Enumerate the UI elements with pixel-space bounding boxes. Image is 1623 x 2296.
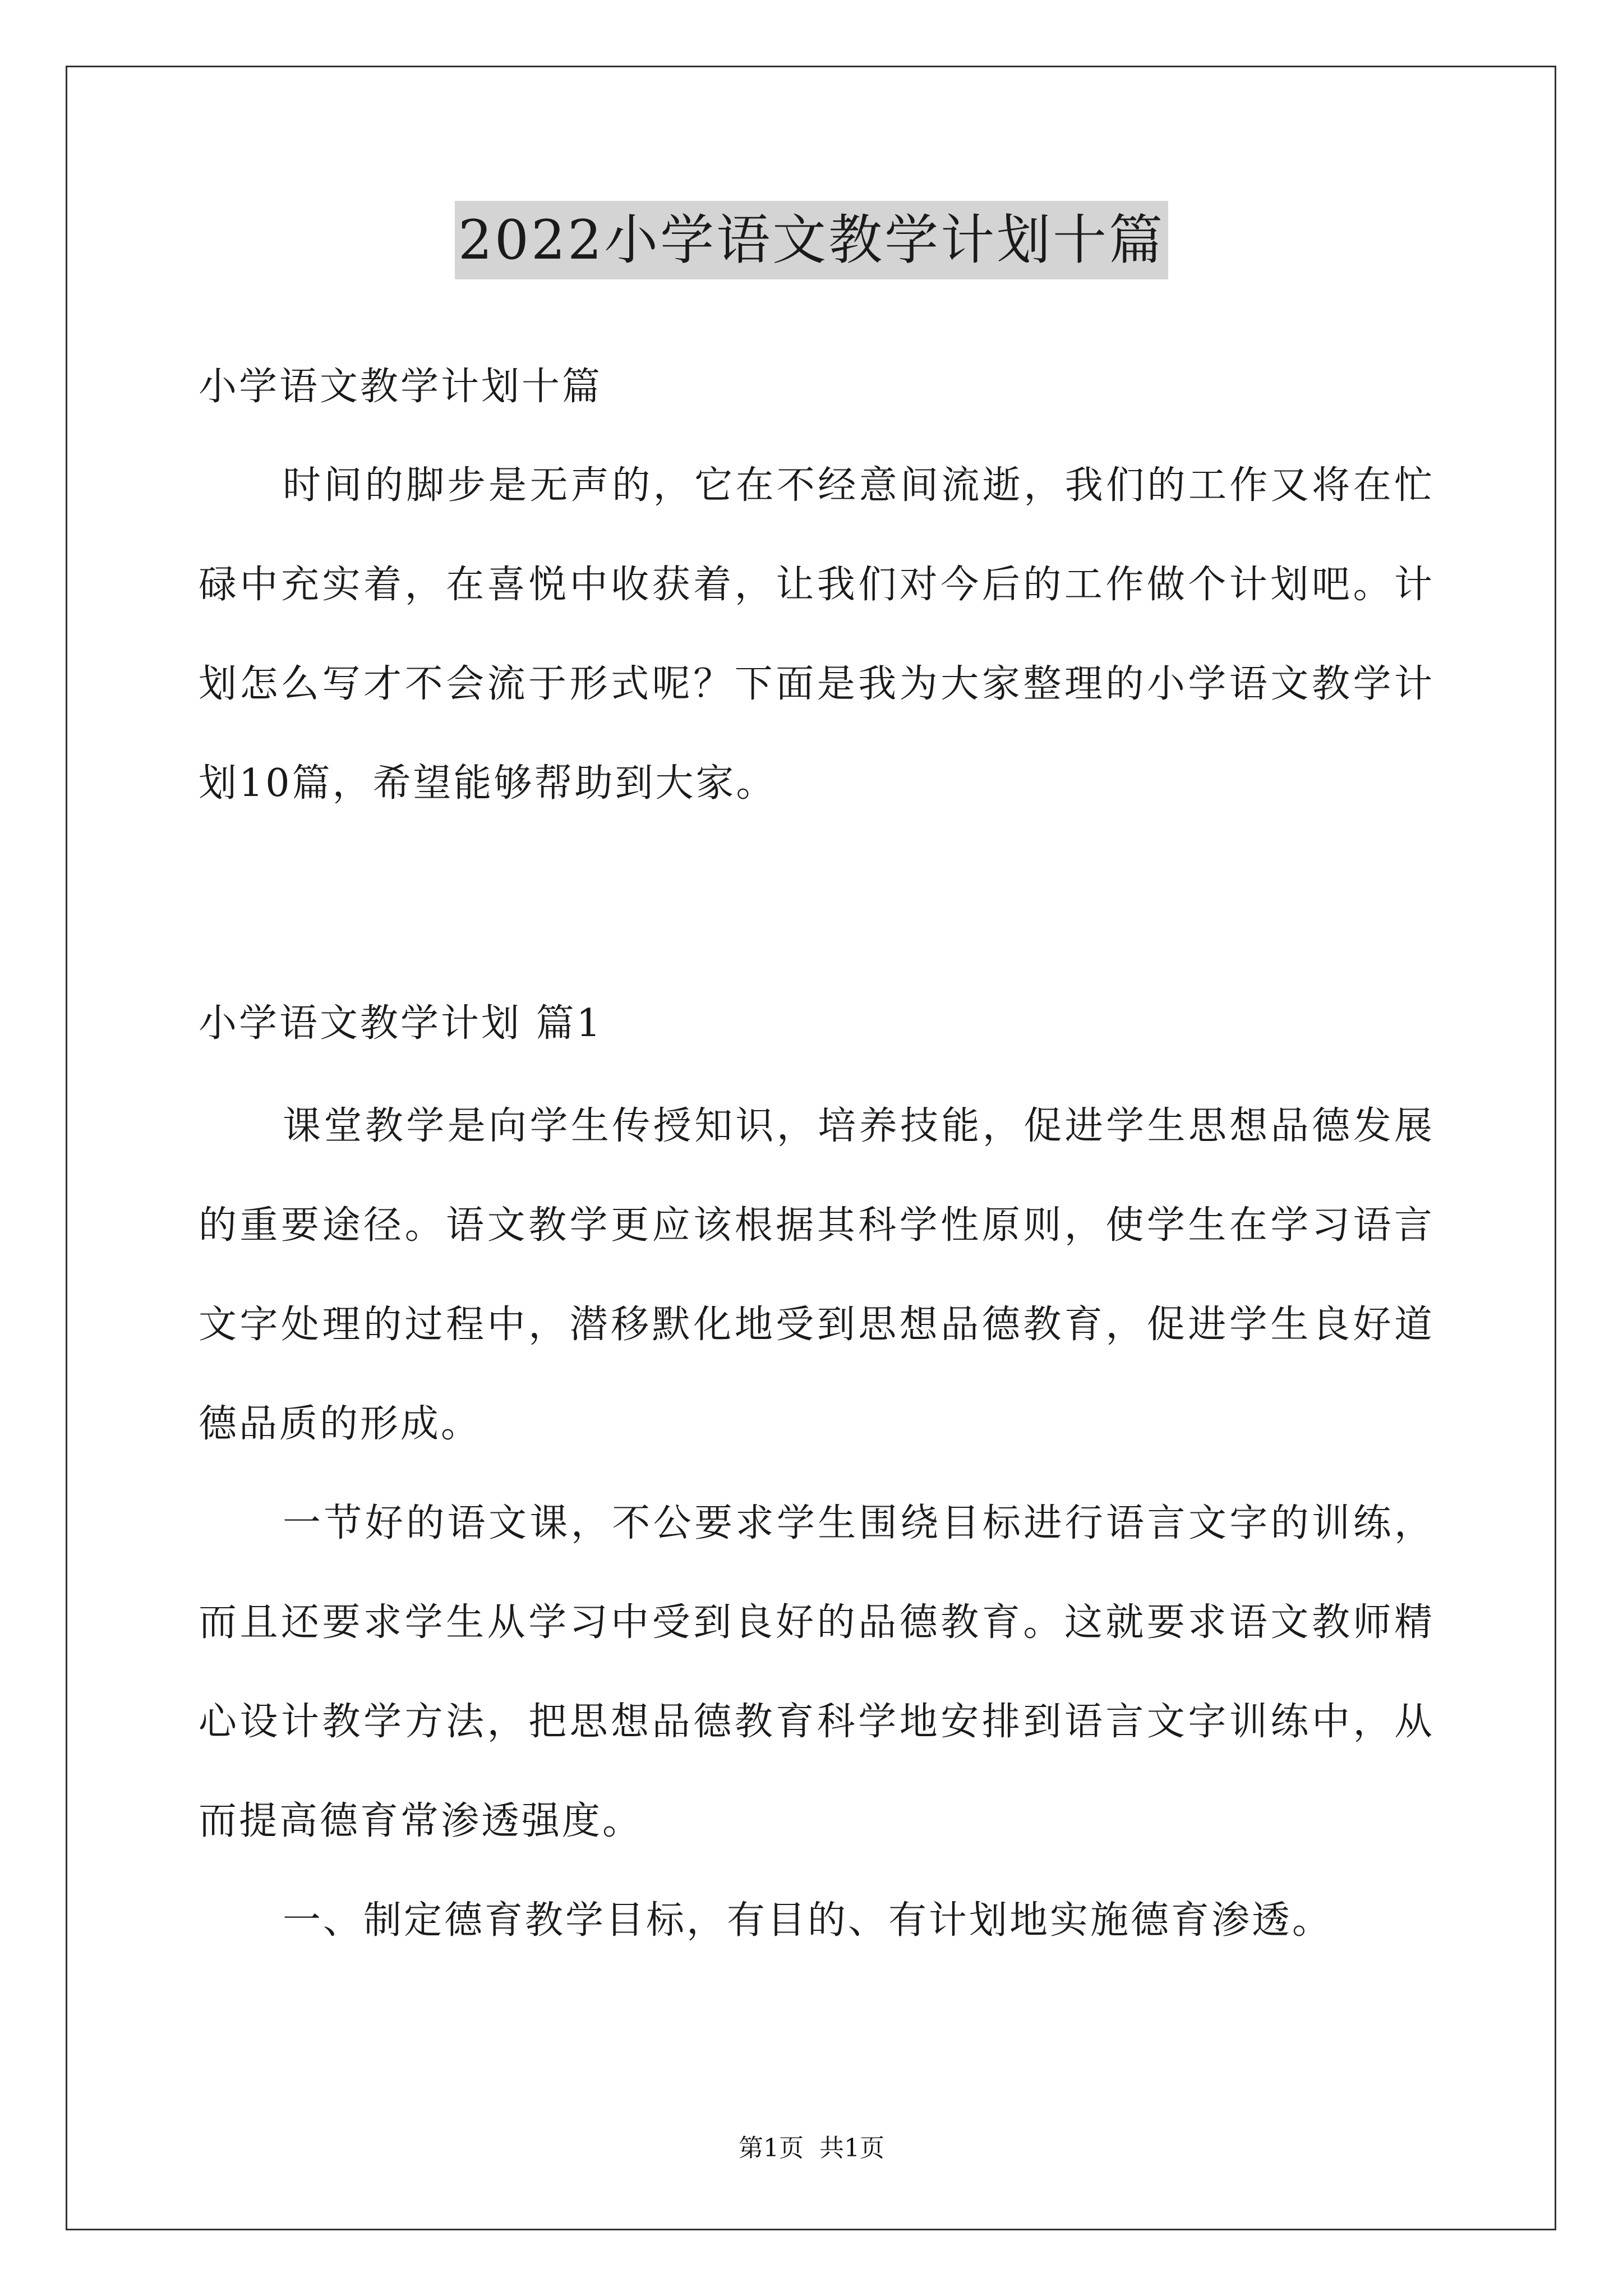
paragraph-line: 而提高德育常渗透强度。 bbox=[199, 1799, 643, 1843]
paragraph-line: 一、制定德育教学目标，有目的、有计划地实施德育渗透。 bbox=[283, 1898, 1333, 1943]
paragraph-line: 德品质的形成。 bbox=[199, 1402, 482, 1446]
page-footer bbox=[0, 2132, 1623, 2165]
intro-line: 时间的脚步是无声的，它在不经意间流逝，我们的工作又将在忙 bbox=[283, 463, 1432, 508]
paragraph-line: 课堂教学是向学生传授知识，培养技能，促进学生思想品德发展 bbox=[283, 1104, 1432, 1148]
document-title: 2022小学语文教学计划十篇 bbox=[455, 201, 1168, 279]
paragraph-line: 心设计教学方法，把思想品德教育科学地安排到语言文字训练中，从 bbox=[199, 1700, 1432, 1744]
intro-line: 碌中充实着，在喜悦中收获着，让我们对今后的工作做个计划吧。计 bbox=[199, 563, 1432, 607]
section-heading: 小学语文教学计划 篇1 bbox=[199, 1001, 603, 1046]
document-subtitle: 小学语文教学计划十篇 bbox=[199, 365, 603, 409]
intro-line: 划怎么写才不会流于形式呢？下面是我为大家整理的小学语文教学计 bbox=[199, 662, 1432, 706]
page-total: 共1页 bbox=[819, 2134, 884, 2162]
paragraph-line: 文字处理的过程中，潜移默化地受到思想品德教育，促进学生良好道 bbox=[199, 1303, 1432, 1347]
paragraph-line: 的重要途径。语文教学更应该根据其科学性原则，使学生在学习语言 bbox=[199, 1203, 1432, 1248]
paragraph-line: 而且还要求学生从学习中受到良好的品德教育。这就要求语文教师精 bbox=[199, 1600, 1432, 1645]
intro-line: 划10篇，希望能够帮助到大家。 bbox=[199, 761, 777, 806]
title-container bbox=[0, 201, 1623, 279]
page-number: 第1页 bbox=[739, 2134, 804, 2162]
paragraph-line: 一节好的语文课，不公要求学生围绕目标进行语言文字的训练， bbox=[283, 1501, 1432, 1545]
